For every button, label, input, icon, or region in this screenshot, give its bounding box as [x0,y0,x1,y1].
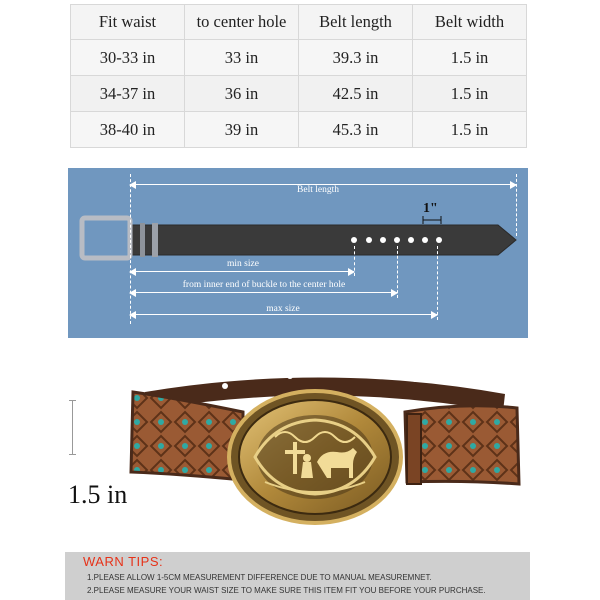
belt-length-label: Belt length [297,185,339,195]
max-size-arrow [130,314,437,315]
buckle-reference-line [130,174,131,324]
table-cell: 33 in [185,40,299,76]
warn-line-2: 2.PLEASE MEASURE YOUR WAIST SIZE TO MAKE SURE THIS ITEM FIT YOU BEFORE YOUR PURCHASE. [87,586,486,595]
table-cell: 42.5 in [299,76,413,112]
belt-measurement-diagram [68,168,528,338]
table-cell: 45.3 in [299,112,413,148]
min-size-label: min size [227,259,259,269]
size-table [70,4,527,148]
table-header-row [71,5,527,40]
header-fit-waist: Fit waist [71,5,185,40]
warn-title: WARN TIPS: [83,554,164,569]
table-cell: 30-33 in [71,40,185,76]
header-belt-width: Belt width [413,5,527,40]
table-row [71,76,527,112]
last-hole-line [437,246,438,320]
header-center-hole: to center hole [185,5,299,40]
belt-width-label: 1.5 in [68,480,128,509]
table-cell: 1.5 in [413,76,527,112]
table-cell: 1.5 in [413,40,527,76]
belt-width-ruler [72,400,73,455]
western-belt-icon [125,362,525,527]
table-cell: 39.3 in [299,40,413,76]
table-cell: 36 in [185,76,299,112]
warn-tips-box [65,552,530,600]
table-cell: 1.5 in [413,112,527,148]
hole-spacing-label: 1" [423,201,438,216]
table-cell: 38-40 in [71,112,185,148]
min-size-arrow [130,271,354,272]
table-row [71,40,527,76]
center-hole-arrow [130,292,397,293]
header-belt-length: Belt length [299,5,413,40]
max-size-label: max size [266,304,300,314]
table-cell: 39 in [185,112,299,148]
table-row [71,112,527,148]
oval-buckle-icon [229,391,401,523]
table-cell: 34-37 in [71,76,185,112]
warn-line-1: 1.PLEASE ALLOW 1-5CM MEASUREMENT DIFFERENCE DUE TO MANUAL MEASUREMNET. [87,573,432,582]
center-hole-label: from inner end of buckle to the center hole [182,280,346,290]
